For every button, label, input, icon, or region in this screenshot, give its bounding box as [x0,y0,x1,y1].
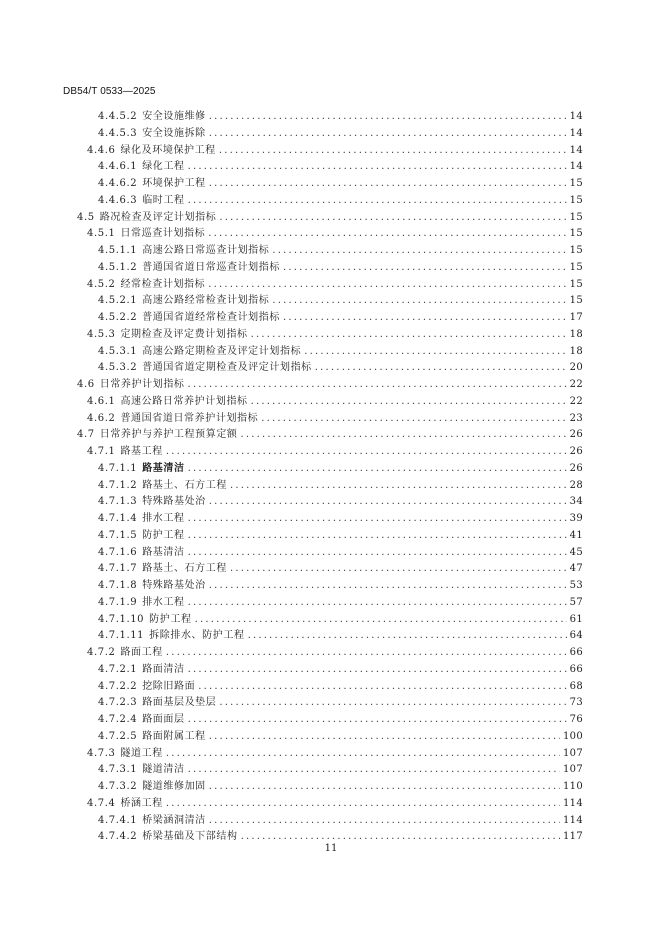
toc-entry[interactable] [0,109,662,126]
toc-entry[interactable] [0,494,662,511]
toc-entry[interactable] [0,360,662,377]
toc-entry-page: 107 [563,747,583,759]
toc-entry-number: 4.7.3.1 [98,764,138,776]
dot-leader [283,310,567,327]
toc-entry[interactable] [0,461,662,478]
toc-entry-number: 4.5.2.2 [98,312,138,323]
toc-entry-title: 桥梁基础及下部结构 [142,831,238,843]
toc-entry[interactable] [0,746,662,763]
toc-entry-number: 4.5.1.1 [98,245,138,256]
toc-entry-number: 4.7.1.2 [98,479,138,491]
toc-entry-title: 高速公路日常养护计划指标 [120,395,248,407]
toc-entry-title: 特殊路基处治 [142,580,206,591]
dot-leader [188,545,567,562]
toc-entry[interactable] [0,193,662,210]
toc-entry[interactable] [0,762,662,779]
toc-entry-number: 4.5.3.2 [98,362,138,374]
toc-entry-page: 14 [569,144,583,156]
toc-entry-page: 100 [563,730,583,742]
dot-leader [195,612,567,629]
toc-entry-title: 桥涵工程 [120,797,163,809]
toc-entry-title: 隧道工程 [120,747,163,759]
toc-entry-title: 路基清洁 [142,462,185,474]
toc-entry-title: 环境保护工程 [142,178,206,189]
dot-leader [230,561,567,578]
toc-entry-number: 4.7.1 [87,446,116,457]
toc-entry-number: 4.7.2 [87,647,116,658]
dot-leader [166,645,567,662]
dot-leader [209,109,567,126]
toc-entry-page: 14 [569,111,583,122]
toc-entry-number: 4.7.1.11 [98,630,145,642]
toc-entry-title: 路基清洁 [142,546,185,558]
toc-entry[interactable] [0,226,662,243]
toc-entry-title: 挖除旧路面 [142,680,196,692]
dot-leader [188,528,567,545]
toc-entry-title: 普通国省道定期检查及评定计划指标 [142,362,312,374]
toc-entry-number: 4.7.3 [87,747,116,759]
toc-entry-title: 绿化及环境保护工程 [120,144,216,156]
dot-leader [209,494,567,511]
dot-leader [166,796,560,813]
toc-entry[interactable] [0,210,662,227]
dot-leader [208,277,566,294]
toc-entry-page: 66 [569,647,583,658]
toc-entry[interactable] [0,143,662,160]
toc-entry-number: 4.7.1.7 [98,563,138,575]
toc-entry-title: 路面面层 [142,714,185,725]
dot-leader [209,126,567,143]
toc-entry-page: 73 [569,697,583,709]
toc-entry-title: 拆除排水、防护工程 [149,630,245,642]
toc-entry-page: 15 [569,295,583,307]
toc-entry-page: 53 [569,580,583,591]
toc-entry-number: 4.6 [77,379,95,390]
toc-entry[interactable] [0,427,662,444]
toc-entry-number: 4.7.3.2 [98,781,138,792]
toc-entry-page: 76 [569,714,583,725]
toc-entry-number: 4.5.1 [87,228,116,240]
dot-leader [261,411,566,428]
toc-entry-title: 排水工程 [142,596,185,608]
toc-entry-page: 34 [569,496,583,508]
dot-leader [251,394,567,411]
toc-entry-title: 日常巡查计划指标 [120,228,206,240]
dot-leader [188,159,567,176]
toc-entry[interactable] [0,277,662,294]
toc-entry-title: 路面工程 [120,647,163,658]
toc-entry-page: 15 [569,228,583,240]
toc-entry-number: 4.7.4.2 [98,831,138,843]
toc-entry[interactable] [0,528,662,545]
toc-entry-page: 110 [563,781,583,792]
toc-entry[interactable] [0,478,662,495]
toc-entry-page: 47 [569,563,583,575]
toc-entry-title: 绿化工程 [142,161,185,173]
dot-leader [315,360,567,377]
dot-leader [188,511,567,528]
toc-entry[interactable] [0,159,662,176]
toc-entry-page: 117 [563,831,583,843]
dot-leader [166,746,560,763]
dot-leader [219,143,567,160]
toc-entry-number: 4.7.1.3 [98,496,138,508]
toc-entry-number: 4.5.2 [87,278,116,290]
toc-entry[interactable] [0,545,662,562]
toc-entry-number: 4.4.6.1 [98,161,138,173]
dot-leader [188,712,567,729]
toc-entry[interactable] [0,662,662,679]
dot-leader [208,226,566,243]
toc-entry-page: 26 [569,446,583,457]
toc-entry[interactable] [0,260,662,277]
dot-leader [241,427,567,444]
toc-entry-page: 45 [569,546,583,558]
toc-entry-title: 隧道清洁 [142,764,185,776]
toc-entry-number: 4.7.1.5 [98,529,138,541]
toc-entry-page: 15 [569,261,583,273]
toc-entry-page: 22 [569,379,583,390]
toc-entry-number: 4.7.2.5 [98,730,138,742]
toc-entry-number: 4.6.1 [87,395,116,407]
dot-leader [209,176,567,193]
toc-entry-title: 路面附属工程 [142,730,206,742]
toc-entry-title: 高速公路日常巡查计划指标 [142,245,270,256]
toc-entry-title: 普通国省道日常巡查计划指标 [142,261,280,273]
toc-entry[interactable] [0,679,662,696]
toc-entry[interactable] [0,344,662,361]
toc-entry[interactable] [0,444,662,461]
toc-entry-page: 15 [569,245,583,256]
toc-entry-page: 18 [569,345,583,357]
toc-entry[interactable] [0,695,662,712]
toc-entry-page: 64 [569,630,583,642]
toc-entry-page: 41 [569,529,583,541]
toc-entry-number: 4.7.4.1 [98,814,138,826]
toc-entry-number: 4.5.3 [87,328,116,340]
toc-entry[interactable] [0,645,662,662]
dot-leader [188,193,567,210]
toc-entry-page: 114 [563,797,583,809]
page-number: 11 [324,843,338,854]
toc-entry[interactable] [0,243,662,260]
toc-entry[interactable] [0,293,662,310]
toc-entry-page: 26 [569,429,583,441]
toc-entry-number: 4.5.1.2 [98,261,138,273]
toc-entry-title: 日常养护与养护工程预算定额 [99,429,238,441]
toc-entry-page: 15 [569,194,583,206]
toc-entry-number: 4.7.1.10 [98,613,145,625]
toc-entry-number: 4.7.2.4 [98,714,138,725]
toc-entry[interactable] [0,729,662,746]
toc-entry-title: 定期检查及评定费计划指标 [120,328,248,340]
toc-entry[interactable] [0,595,662,612]
toc-entry-page: 14 [569,161,583,173]
toc-entry[interactable] [0,779,662,796]
toc-entry[interactable] [0,561,662,578]
toc-entry-title: 防护工程 [149,613,192,625]
toc-entry-number: 4.7.1.8 [98,580,138,591]
toc-entry-title: 路基土、石方工程 [142,479,227,491]
toc-entry-page: 68 [569,680,583,692]
toc-entry-title: 安全设施维修 [142,111,206,122]
toc-entry-title: 临时工程 [142,194,185,206]
toc-entry-title: 普通国省道经常检查计划指标 [142,312,280,323]
toc-entry[interactable] [0,126,662,143]
toc-entry-title: 排水工程 [142,513,185,524]
toc-entry-page: 15 [569,178,583,189]
toc-entry-number: 4.4.5.3 [98,127,138,139]
toc-entry-title: 路基土、石方工程 [142,563,227,575]
toc-entry-number: 4.4.6.3 [98,194,138,206]
dot-leader [188,662,567,679]
toc-entry-page: 17 [569,312,583,323]
dot-leader [230,478,567,495]
dot-leader [283,260,567,277]
toc-entry-title: 桥梁涵洞清洁 [142,814,206,826]
dot-leader [188,461,567,478]
dot-leader [219,210,566,227]
toc-entry-title: 防护工程 [142,529,185,541]
toc-entry[interactable] [0,176,662,193]
dot-leader [209,779,560,796]
table-of-contents [0,109,662,846]
toc-entry[interactable] [0,578,662,595]
toc-entry-number: 4.7 [77,429,95,441]
dot-leader [209,729,560,746]
toc-entry[interactable] [0,628,662,645]
document-code: DB54/T 0533—2025 [63,86,156,97]
toc-entry-number: 4.5 [77,211,95,223]
toc-entry[interactable] [0,796,662,813]
toc-entry-number: 4.4.6 [87,144,116,156]
toc-entry-number: 4.7.2.1 [98,663,138,675]
dot-leader [198,679,566,696]
dot-leader [219,695,566,712]
toc-entry-number: 4.7.4 [87,797,116,809]
toc-entry-number: 4.7.2.2 [98,680,138,692]
toc-entry-number: 4.7.1.1 [98,462,138,474]
toc-entry-page: 15 [569,278,583,290]
dot-leader [272,293,566,310]
dot-leader [188,595,567,612]
toc-entry-number: 4.5.3.1 [98,345,138,357]
toc-entry-title: 高速公路经常检查计划指标 [142,295,270,307]
toc-entry-page: 22 [569,395,583,407]
toc-entry-page: 26 [569,462,583,474]
toc-entry-page: 20 [569,362,583,374]
toc-entry-page: 14 [569,127,583,139]
dot-leader [304,344,566,361]
toc-entry-title: 隧道维修加固 [142,781,206,792]
toc-entry[interactable] [0,327,662,344]
toc-entry-title: 经常检查计划指标 [120,278,206,290]
toc-entry[interactable] [0,712,662,729]
toc-entry[interactable] [0,377,662,394]
toc-entry-title: 高速公路定期检查及评定计划指标 [142,345,302,357]
toc-entry-title: 路况检查及评定计划指标 [99,211,217,223]
toc-entry[interactable] [0,310,662,327]
toc-entry-number: 4.7.1.4 [98,513,138,524]
dot-leader [248,628,567,645]
toc-entry-number: 4.6.2 [87,412,116,424]
toc-entry[interactable] [0,612,662,629]
dot-leader [188,377,567,394]
toc-entry-page: 28 [569,479,583,491]
toc-entry[interactable] [0,813,662,830]
toc-entry-title: 特殊路基处治 [142,496,206,508]
dot-leader [166,444,567,461]
toc-entry-number: 4.7.1.9 [98,596,138,608]
dot-leader [251,327,567,344]
toc-entry-page: 57 [569,596,583,608]
toc-entry[interactable] [0,394,662,411]
toc-entry[interactable] [0,511,662,528]
toc-entry-number: 4.5.2.1 [98,295,138,307]
toc-entry-title: 路面清洁 [142,663,185,675]
toc-entry-page: 61 [569,613,583,625]
toc-entry-title: 普通国省道日常养护计划指标 [120,412,259,424]
toc-entry[interactable] [0,411,662,428]
dot-leader [272,243,566,260]
dot-leader [209,813,560,830]
toc-entry-number: 4.7.1.6 [98,546,138,558]
dot-leader [188,762,560,779]
toc-entry-page: 66 [569,663,583,675]
toc-entry-title: 路基工程 [120,446,163,457]
toc-entry-title: 路面基层及垫层 [142,697,217,709]
toc-entry-page: 18 [569,328,583,340]
toc-entry-page: 15 [569,211,583,223]
toc-entry-page: 107 [563,764,583,776]
toc-entry-page: 39 [569,513,583,524]
toc-entry-title: 日常养护计划指标 [99,379,185,390]
toc-entry-page: 114 [563,814,583,826]
toc-entry-number: 4.4.5.2 [98,111,138,122]
dot-leader [209,578,567,595]
toc-entry-number: 4.4.6.2 [98,178,138,189]
toc-entry-page: 23 [569,412,583,424]
toc-entry-number: 4.7.2.3 [98,697,138,709]
toc-entry-title: 安全设施拆除 [142,127,206,139]
